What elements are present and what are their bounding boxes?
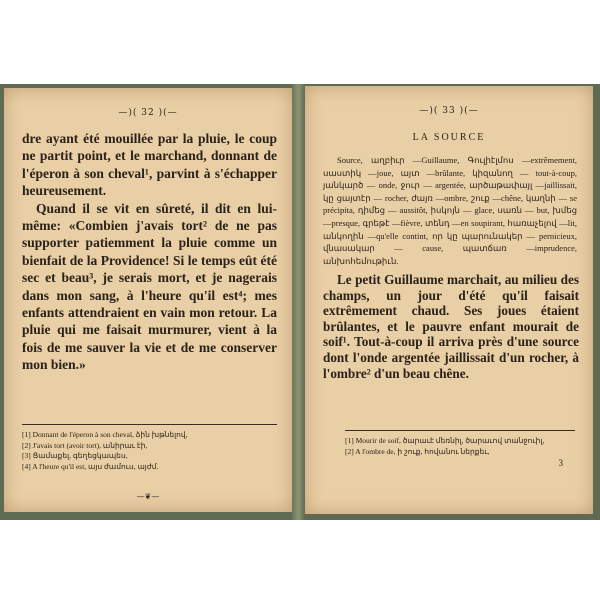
- page-number-right: —)( 33 )(—: [419, 106, 479, 116]
- right-footnotes: [345, 436, 580, 457]
- left-body-text: [22, 130, 277, 374]
- right-page: [305, 86, 593, 514]
- chapter-title: LA SOURCE: [412, 132, 486, 143]
- end-ornament: —❦—: [136, 492, 160, 501]
- book-spine: [292, 84, 305, 520]
- footnote: [1] Donnant de l'éperon à son cheval, ձին խթնելով,: [22, 430, 188, 439]
- paragraph: Quand il se vit en sûreté, il dit en lui-même: «Combien j'avais tort² de ne pas supporter patiemment la pluie comme un bienfait de la Providence! Si le temps eût été sec et beau³, je serais mort, et je nagerais dans mon sang, à l'heure qu'il est⁴; mes enfants attendraient en vain mon retour. La pluie qui me faisait murmurer, vient à la fois de me sauver la vie et de me conserver mon bien.»: [22, 200, 277, 373]
- paragraph: dre ayant été mouillée par la pluie, le coup ne partit point, et le marchand, donnant de l'éperon à son cheval¹, parvint à s'échapper heureusement.: [22, 131, 277, 199]
- footnote: [2] J'avais tort (avoir tort), անիրաւ էի,: [22, 440, 148, 450]
- vocabulary-text: Source, աղբիւր —Guillaume, Գուլիէլմոս —extrêmement, սաստիկ —joue, այտ —brûlante, կիզանող — tout-à-coup, յանկարծ — onde, ջուր — argentée, արծաթափայլ —jaillissait, կը ցայտէր — rocher, ժայռ —ombre, շուք —chêne, կաղնի — se précipita, դիմեց — aussitôt, իսկոյն — glace, սառն — but, խմեց —presque, գրեթէ —fièvre, տենդ —en soupirant, հառաչելով —lit, անկողին —qu'elle contint, որ կը պարունակեր — pernicieux, վնասակար — cause, պատճառ —imprudence, անխոհեմութիւն.: [323, 155, 577, 266]
- footnote: [2] A l'ombre de, ի շուք, հովանու ներքեւ,: [345, 446, 490, 456]
- paragraph: Le petit Guillaume marchait, au milieu des champs, un jour d'été qu'il faisait extrêmement chaud. Ses joues étaient brûlantes, et le pauvre enfant mourait de soif¹. Tout-à-coup il arriva près d'une source dont l'onde argentée jaillissait d'un rocher, à l'ombre² d'un beau chêne.: [323, 272, 579, 381]
- left-page: [4, 88, 292, 512]
- footnote: [1] Mourir de soif, ծարաւէ մեռնիլ, ծարաւով տանջուիլ,: [345, 436, 545, 445]
- page-number-left: —)( 32 )(—: [118, 108, 178, 118]
- footnote: [3] Ցամաքել, գեղեցկապես,: [22, 451, 128, 460]
- printer-signature: 3: [558, 458, 563, 468]
- left-footnotes: [22, 430, 277, 472]
- right-body-text: [323, 272, 579, 381]
- footnote-rule: [345, 430, 575, 431]
- vocabulary-block: [323, 154, 577, 267]
- footnote: [4] A l'heure qu'il est, այս ժամուս, այժմ.: [22, 461, 159, 471]
- footnote-rule: [22, 424, 277, 425]
